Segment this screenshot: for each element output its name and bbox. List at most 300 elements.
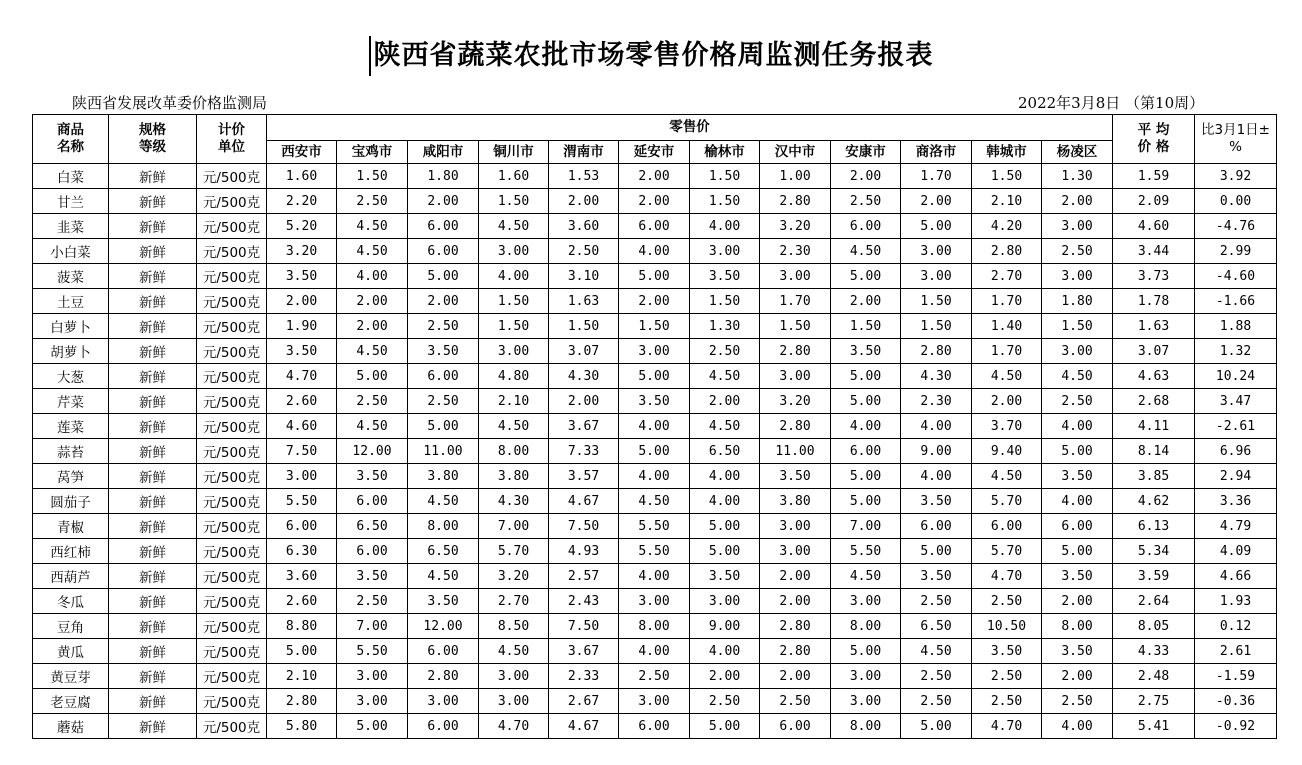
price-cell: 5.50 (337, 639, 408, 664)
price-cell: 4.50 (901, 639, 972, 664)
price-cell: 4.00 (831, 414, 901, 439)
spec-cell: 新鲜 (109, 689, 197, 714)
price-cell: 3.50 (1042, 564, 1113, 589)
price-cell: 3.50 (337, 464, 408, 489)
price-cell: 5.00 (267, 639, 337, 664)
price-cell: 2.50 (408, 389, 479, 414)
price-cell: 1.80 (1042, 289, 1113, 314)
price-cell: 2.00 (337, 314, 408, 339)
price-cell: 8.00 (1042, 614, 1113, 639)
price-cell: 8.80 (267, 614, 337, 639)
unit-cell: 元/500克 (197, 489, 267, 514)
price-cell: 2.57 (549, 564, 619, 589)
price-cell: 6.00 (619, 714, 690, 739)
title-wrap (0, 36, 1302, 76)
price-cell: 4.67 (549, 489, 619, 514)
product-name-cell: 冬瓜 (33, 589, 109, 614)
unit-cell: 元/500克 (197, 339, 267, 364)
price-cell: 1.50 (479, 189, 549, 214)
price-cell: 2.00 (760, 564, 831, 589)
spec-cell: 新鲜 (109, 389, 197, 414)
price-cell: 1.50 (549, 314, 619, 339)
table-row (33, 714, 1277, 739)
price-cell: 2.00 (901, 189, 972, 214)
price-cell: 7.00 (337, 614, 408, 639)
price-cell: 1.30 (1042, 164, 1113, 189)
price-cell: 5.00 (337, 364, 408, 389)
price-cell: 6.00 (831, 439, 901, 464)
product-name-cell: 大葱 (33, 364, 109, 389)
price-cell: 5.50 (831, 539, 901, 564)
price-cell: 3.00 (1042, 339, 1113, 364)
price-cell: 2.80 (901, 339, 972, 364)
price-cell: 1.50 (690, 289, 760, 314)
price-table (32, 114, 1277, 739)
price-cell: 2.50 (690, 689, 760, 714)
price-cell: 1.63 (549, 289, 619, 314)
price-cell: 2.50 (901, 689, 972, 714)
price-cell: 5.00 (1042, 539, 1113, 564)
price-cell: 5.00 (831, 364, 901, 389)
price-cell: 4.50 (972, 464, 1042, 489)
unit-cell: 元/500克 (197, 639, 267, 664)
price-cell: 2.00 (619, 289, 690, 314)
price-cell: 2.20 (267, 189, 337, 214)
price-cell: 4.00 (1042, 489, 1113, 514)
table-row (33, 539, 1277, 564)
change-percent-cell: 10.24 (1195, 364, 1277, 389)
price-cell: 3.00 (1042, 264, 1113, 289)
table-row (33, 689, 1277, 714)
product-name-cell: 小白菜 (33, 239, 109, 264)
price-cell: 5.00 (901, 714, 972, 739)
price-cell: 4.50 (690, 414, 760, 439)
average-price-cell: 2.64 (1113, 589, 1195, 614)
price-cell: 7.33 (549, 439, 619, 464)
unit-cell: 元/500克 (197, 714, 267, 739)
price-cell: 3.70 (972, 414, 1042, 439)
price-cell: 8.00 (831, 614, 901, 639)
price-cell: 1.00 (760, 164, 831, 189)
product-name-cell: 芹菜 (33, 389, 109, 414)
change-percent-cell: 3.36 (1195, 489, 1277, 514)
table-row (33, 214, 1277, 239)
price-cell: 2.00 (337, 289, 408, 314)
unit-cell: 元/500克 (197, 189, 267, 214)
product-name-cell: 韭菜 (33, 214, 109, 239)
product-name-cell: 土豆 (33, 289, 109, 314)
price-cell: 3.00 (831, 664, 901, 689)
price-cell: 9.00 (901, 439, 972, 464)
average-price-cell: 3.59 (1113, 564, 1195, 589)
price-cell: 8.00 (619, 614, 690, 639)
price-cell: 2.50 (901, 664, 972, 689)
price-cell: 3.00 (479, 664, 549, 689)
unit-cell: 元/500克 (197, 264, 267, 289)
average-price-cell: 8.05 (1113, 614, 1195, 639)
average-price-cell: 3.07 (1113, 339, 1195, 364)
price-cell: 2.00 (408, 189, 479, 214)
header-spec: 规格 等级 (109, 115, 197, 164)
price-cell: 7.50 (549, 514, 619, 539)
product-name-cell: 黄瓜 (33, 639, 109, 664)
price-cell: 3.00 (267, 464, 337, 489)
price-cell: 2.50 (901, 589, 972, 614)
change-percent-cell: 4.09 (1195, 539, 1277, 564)
header-city: 铜川市 (479, 141, 549, 164)
change-percent-cell: -4.60 (1195, 264, 1277, 289)
price-cell: 2.80 (760, 414, 831, 439)
price-cell: 3.60 (267, 564, 337, 589)
price-cell: 3.50 (408, 589, 479, 614)
price-cell: 2.00 (619, 164, 690, 189)
price-cell: 4.00 (690, 489, 760, 514)
price-cell: 4.50 (408, 489, 479, 514)
unit-cell: 元/500克 (197, 389, 267, 414)
price-cell: 1.50 (619, 314, 690, 339)
unit-cell: 元/500克 (197, 439, 267, 464)
price-cell: 2.00 (549, 189, 619, 214)
price-cell: 3.50 (1042, 464, 1113, 489)
price-cell: 5.00 (690, 714, 760, 739)
table-row (33, 239, 1277, 264)
price-cell: 4.00 (337, 264, 408, 289)
price-cell: 5.50 (619, 539, 690, 564)
product-name-cell: 豆角 (33, 614, 109, 639)
unit-cell: 元/500克 (197, 664, 267, 689)
price-cell: 6.00 (408, 364, 479, 389)
unit-cell: 元/500克 (197, 364, 267, 389)
price-cell: 1.53 (549, 164, 619, 189)
spec-cell: 新鲜 (109, 314, 197, 339)
price-cell: 2.00 (1042, 664, 1113, 689)
price-cell: 3.50 (267, 339, 337, 364)
price-cell: 2.50 (972, 589, 1042, 614)
price-cell: 5.00 (690, 514, 760, 539)
price-cell: 1.40 (972, 314, 1042, 339)
unit-cell: 元/500克 (197, 214, 267, 239)
price-cell: 4.50 (619, 489, 690, 514)
price-cell: 1.80 (408, 164, 479, 189)
price-cell: 4.50 (337, 239, 408, 264)
price-cell: 5.00 (901, 539, 972, 564)
price-cell: 2.50 (1042, 689, 1113, 714)
average-price-cell: 4.11 (1113, 414, 1195, 439)
price-cell: 1.70 (972, 289, 1042, 314)
price-cell: 3.00 (1042, 214, 1113, 239)
price-cell: 8.00 (831, 714, 901, 739)
price-cell: 5.00 (831, 389, 901, 414)
table-row (33, 339, 1277, 364)
header-city: 渭南市 (549, 141, 619, 164)
price-cell: 4.70 (972, 564, 1042, 589)
price-cell: 9.40 (972, 439, 1042, 464)
price-cell: 4.70 (972, 714, 1042, 739)
price-cell: 2.00 (831, 164, 901, 189)
price-cell: 2.50 (408, 314, 479, 339)
spec-cell: 新鲜 (109, 239, 197, 264)
price-cell: 2.70 (479, 589, 549, 614)
spec-cell: 新鲜 (109, 564, 197, 589)
price-cell: 4.93 (549, 539, 619, 564)
report-title: 陕西省蔬菜农批市场零售价格周监测任务报表 (369, 36, 934, 76)
price-cell: 3.00 (619, 689, 690, 714)
spec-cell: 新鲜 (109, 214, 197, 239)
price-cell: 3.00 (901, 264, 972, 289)
price-cell: 9.00 (690, 614, 760, 639)
spec-cell: 新鲜 (109, 639, 197, 664)
price-cell: 3.00 (619, 339, 690, 364)
price-cell: 4.20 (972, 214, 1042, 239)
price-cell: 1.50 (690, 164, 760, 189)
change-percent-cell: 4.66 (1195, 564, 1277, 589)
unit-cell: 元/500克 (197, 239, 267, 264)
unit-cell: 元/500克 (197, 514, 267, 539)
average-price-cell: 1.63 (1113, 314, 1195, 339)
price-cell: 1.50 (479, 289, 549, 314)
price-cell: 5.00 (831, 489, 901, 514)
price-cell: 3.50 (901, 564, 972, 589)
unit-cell: 元/500克 (197, 614, 267, 639)
table-row (33, 414, 1277, 439)
price-cell: 6.00 (267, 514, 337, 539)
price-cell: 4.00 (690, 214, 760, 239)
price-cell: 4.50 (972, 364, 1042, 389)
product-name-cell: 菠菜 (33, 264, 109, 289)
price-cell: 4.50 (337, 339, 408, 364)
price-cell: 2.50 (619, 664, 690, 689)
price-cell: 6.00 (408, 239, 479, 264)
price-cell: 4.00 (901, 464, 972, 489)
price-cell: 2.60 (267, 389, 337, 414)
price-cell: 11.00 (408, 439, 479, 464)
product-name-cell: 白萝卜 (33, 314, 109, 339)
price-cell: 3.80 (479, 464, 549, 489)
price-cell: 1.50 (337, 164, 408, 189)
price-cell: 5.00 (831, 264, 901, 289)
price-cell: 7.00 (831, 514, 901, 539)
table-row (33, 589, 1277, 614)
price-cell: 3.00 (337, 664, 408, 689)
price-cell: 1.70 (972, 339, 1042, 364)
price-cell: 2.00 (760, 589, 831, 614)
spec-cell: 新鲜 (109, 264, 197, 289)
price-cell: 2.60 (267, 589, 337, 614)
unit-cell: 元/500克 (197, 689, 267, 714)
price-cell: 5.00 (619, 264, 690, 289)
price-cell: 2.80 (760, 339, 831, 364)
price-cell: 3.20 (267, 239, 337, 264)
average-price-cell: 2.75 (1113, 689, 1195, 714)
price-cell: 2.80 (760, 189, 831, 214)
price-cell: 2.10 (972, 189, 1042, 214)
price-cell: 5.00 (831, 639, 901, 664)
table-row (33, 464, 1277, 489)
unit-cell: 元/500克 (197, 464, 267, 489)
price-cell: 2.00 (972, 389, 1042, 414)
price-cell: 4.50 (831, 239, 901, 264)
table-row (33, 289, 1277, 314)
price-cell: 1.70 (901, 164, 972, 189)
price-cell: 5.70 (479, 539, 549, 564)
price-cell: 1.50 (1042, 314, 1113, 339)
average-price-cell: 2.09 (1113, 189, 1195, 214)
product-name-cell: 白菜 (33, 164, 109, 189)
price-cell: 5.70 (972, 539, 1042, 564)
price-cell: 2.00 (267, 289, 337, 314)
price-cell: 3.57 (549, 464, 619, 489)
price-cell: 2.00 (619, 189, 690, 214)
table-body (33, 164, 1277, 739)
price-cell: 7.50 (549, 614, 619, 639)
price-cell: 6.00 (408, 639, 479, 664)
product-name-cell: 甘兰 (33, 189, 109, 214)
price-cell: 3.20 (479, 564, 549, 589)
price-cell: 5.00 (690, 539, 760, 564)
price-cell: 6.30 (267, 539, 337, 564)
price-cell: 3.00 (479, 689, 549, 714)
price-cell: 4.50 (831, 564, 901, 589)
price-cell: 3.00 (760, 539, 831, 564)
price-cell: 4.67 (549, 714, 619, 739)
product-name-cell: 胡萝卜 (33, 339, 109, 364)
average-price-cell: 4.63 (1113, 364, 1195, 389)
price-cell: 4.00 (619, 564, 690, 589)
header-city: 杨凌区 (1042, 141, 1113, 164)
change-percent-cell: 6.96 (1195, 439, 1277, 464)
header-city: 咸阳市 (408, 141, 479, 164)
header-city: 宝鸡市 (337, 141, 408, 164)
average-price-cell: 5.34 (1113, 539, 1195, 564)
price-cell: 4.50 (690, 364, 760, 389)
price-cell: 2.80 (760, 639, 831, 664)
change-percent-cell: 3.92 (1195, 164, 1277, 189)
price-cell: 3.80 (408, 464, 479, 489)
spec-cell: 新鲜 (109, 414, 197, 439)
spec-cell: 新鲜 (109, 339, 197, 364)
price-cell: 5.00 (831, 464, 901, 489)
price-cell: 4.30 (479, 489, 549, 514)
price-cell: 2.43 (549, 589, 619, 614)
unit-cell: 元/500克 (197, 564, 267, 589)
price-cell: 2.50 (1042, 389, 1113, 414)
price-cell: 2.33 (549, 664, 619, 689)
price-cell: 4.00 (479, 264, 549, 289)
header-city: 西安市 (267, 141, 337, 164)
table-row (33, 639, 1277, 664)
price-cell: 2.50 (337, 189, 408, 214)
change-percent-cell: -1.59 (1195, 664, 1277, 689)
average-price-cell: 2.48 (1113, 664, 1195, 689)
price-cell: 4.00 (1042, 414, 1113, 439)
price-cell: 8.50 (479, 614, 549, 639)
price-cell: 2.30 (901, 389, 972, 414)
spec-cell: 新鲜 (109, 539, 197, 564)
price-cell: 4.00 (619, 639, 690, 664)
price-cell: 6.00 (619, 214, 690, 239)
price-cell: 3.20 (760, 389, 831, 414)
change-percent-cell: -2.61 (1195, 414, 1277, 439)
price-cell: 2.00 (760, 664, 831, 689)
price-cell: 4.30 (901, 364, 972, 389)
price-cell: 3.00 (690, 589, 760, 614)
average-price-cell: 3.85 (1113, 464, 1195, 489)
price-cell: 3.20 (760, 214, 831, 239)
header-change: 比3月1日± % (1195, 115, 1277, 164)
price-cell: 6.50 (408, 539, 479, 564)
price-cell: 4.00 (690, 464, 760, 489)
header-city: 安康市 (831, 141, 901, 164)
price-cell: 4.50 (337, 414, 408, 439)
price-cell: 5.50 (267, 489, 337, 514)
average-price-cell: 3.44 (1113, 239, 1195, 264)
average-price-cell: 3.73 (1113, 264, 1195, 289)
price-cell: 2.67 (549, 689, 619, 714)
product-name-cell: 青椒 (33, 514, 109, 539)
header-unit: 计价 单位 (197, 115, 267, 164)
price-cell: 2.50 (549, 239, 619, 264)
table-row (33, 189, 1277, 214)
price-cell: 4.80 (479, 364, 549, 389)
price-cell: 1.60 (479, 164, 549, 189)
table-row (33, 389, 1277, 414)
price-cell: 3.00 (760, 514, 831, 539)
spec-cell: 新鲜 (109, 289, 197, 314)
price-cell: 5.00 (337, 714, 408, 739)
spec-cell: 新鲜 (109, 589, 197, 614)
price-cell: 5.00 (901, 214, 972, 239)
price-cell: 1.70 (760, 289, 831, 314)
unit-cell: 元/500克 (197, 414, 267, 439)
price-cell: 2.00 (690, 389, 760, 414)
price-cell: 4.00 (901, 414, 972, 439)
table-row (33, 364, 1277, 389)
price-cell: 1.60 (267, 164, 337, 189)
price-cell: 6.00 (972, 514, 1042, 539)
price-cell: 3.00 (690, 239, 760, 264)
change-percent-cell: 1.88 (1195, 314, 1277, 339)
product-name-cell: 老豆腐 (33, 689, 109, 714)
average-price-cell: 1.78 (1113, 289, 1195, 314)
change-percent-cell: -1.66 (1195, 289, 1277, 314)
price-cell: 4.50 (479, 214, 549, 239)
average-price-cell: 8.14 (1113, 439, 1195, 464)
spec-cell: 新鲜 (109, 464, 197, 489)
price-cell: 2.80 (408, 664, 479, 689)
price-cell: 2.50 (831, 189, 901, 214)
price-cell: 3.50 (831, 339, 901, 364)
price-cell: 3.00 (831, 689, 901, 714)
price-cell: 6.00 (408, 214, 479, 239)
price-cell: 4.50 (408, 564, 479, 589)
spec-cell: 新鲜 (109, 514, 197, 539)
spec-cell: 新鲜 (109, 364, 197, 389)
price-cell: 5.00 (619, 364, 690, 389)
price-cell: 3.50 (267, 264, 337, 289)
price-cell: 2.80 (760, 614, 831, 639)
average-price-cell: 5.41 (1113, 714, 1195, 739)
header-city: 延安市 (619, 141, 690, 164)
price-cell: 6.50 (690, 439, 760, 464)
price-cell: 2.00 (408, 289, 479, 314)
product-name-cell: 圆茄子 (33, 489, 109, 514)
price-cell: 4.50 (337, 214, 408, 239)
price-cell: 3.67 (549, 639, 619, 664)
average-price-cell: 2.68 (1113, 389, 1195, 414)
price-cell: 12.00 (408, 614, 479, 639)
price-cell: 3.10 (549, 264, 619, 289)
price-cell: 3.00 (760, 364, 831, 389)
